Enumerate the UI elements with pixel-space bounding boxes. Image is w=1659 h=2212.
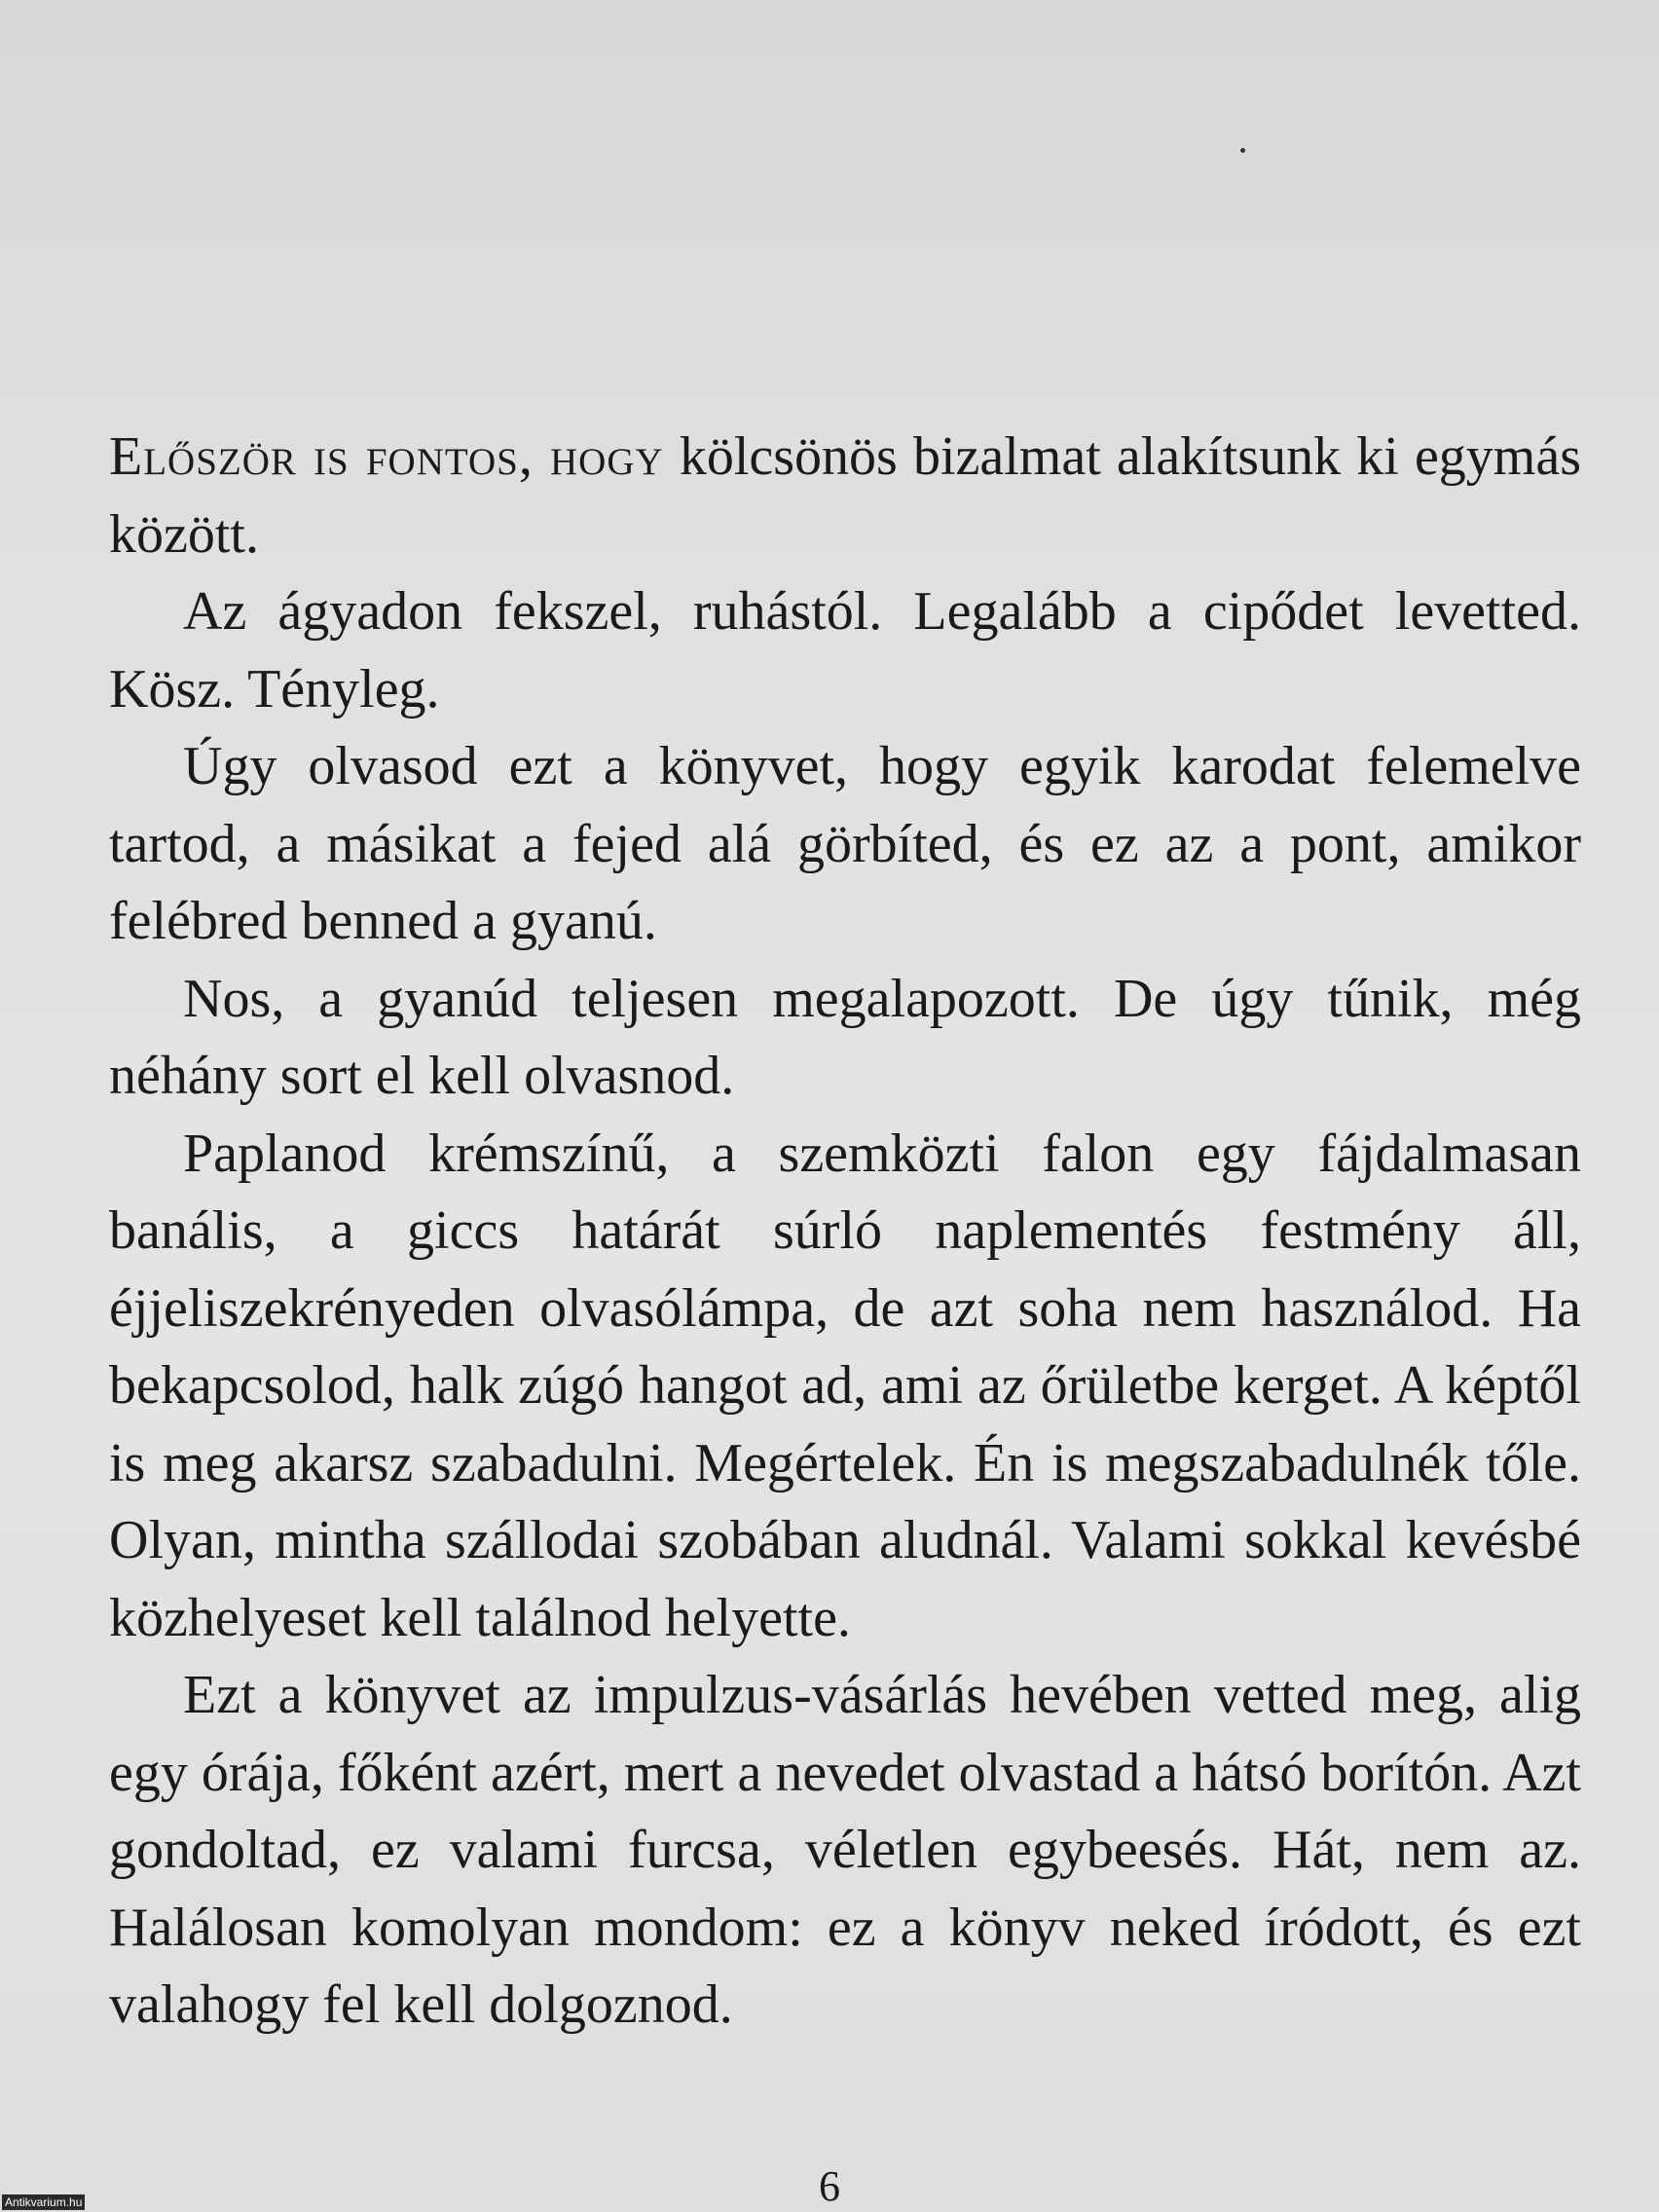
paper-speck (1240, 148, 1245, 153)
watermark: Antikvarium.hu (2, 2194, 85, 2210)
paragraph-1 (109, 419, 1581, 573)
paragraph-6: Ezt a könyvet az impulzus-vásárlás hevében vetted meg, alig egy órája, főként azért, mert a nevedet olvastad a hátsó borítón. Azt gondoltad, ez valami furcsa, véletlen egybeesés. Hát, nem az. Halálosan komolyan mondom: ez a könyv neked íródott, és ezt valahogy fel kell dolgoznod. (109, 1665, 1581, 2035)
paragraph-5: Paplanod krémszínű, a szemközti falon egy fájdalmasan banális, a giccs határát súrló naplementés festmény áll, éjjeliszekrényeden olvasólámpa, de azt soha nem használod. Ha bekapcsolod, halk zúgó hangot ad, ami az őrületbe kerget. A képtől is meg akarsz szabadulni. Megértelek. Én is megszabadulnék tőle. Olyan, mintha szállodai szobában aludnál. Valami sokkal kevésbé közhelyeset kell találnod helyette. (109, 1123, 1581, 1648)
body-text (109, 419, 1581, 2045)
page-number: 6 (819, 2162, 840, 2210)
lead-in-small-caps: Először is fontos, hogy (109, 426, 664, 487)
paragraph-4: Nos, a gyanúd teljesen megalapozott. De úgy tűnik, még néhány sort el kell olvasnod. (109, 968, 1581, 1106)
paragraph-1-text: kölcsönös bizalmat alakítsunk ki egymás között. (109, 426, 1581, 565)
paragraph-3: Úgy olvasod ezt a könyvet, hogy egyik karodat felemelve tartod, a másikat a fejed alá görbíted, és ez az a pont, amikor felébred benned a gyanú. (109, 736, 1581, 951)
paragraph-2: Az ágyadon fekszel, ruhástól. Legalább a cipődet levetted. Kösz. Tényleg. (109, 581, 1581, 719)
